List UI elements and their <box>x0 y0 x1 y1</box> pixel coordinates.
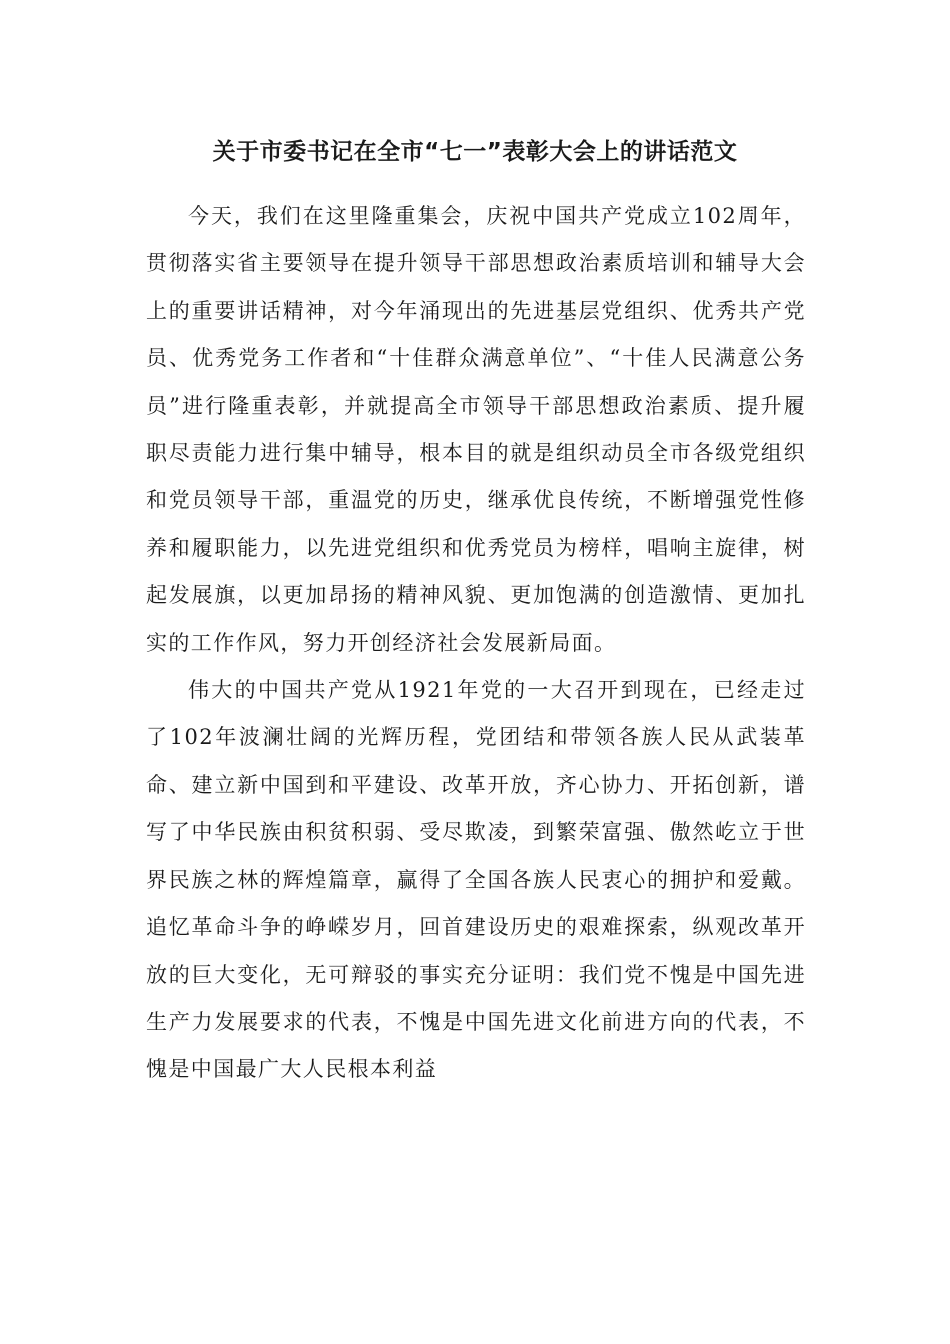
document-title: 关于市委书记在全市“七一”表彰大会上的讲话范文 <box>212 139 738 165</box>
document-body <box>146 193 806 1094</box>
paragraph: 伟大的中国共产党从1921年党的一大召开到现在，已经走过了102年波澜壮阔的光辉历程，党团结和带领各族人民从武装革命、建立新中国到和平建设、改革开放，齐心协力、开拓创新，谱写了中华民族由积贫积弱、受尽欺凌，到繁荣富强、傲然屹立于世界民族之林的辉煌篇章，赢得了全国各族人民衷心的拥护和爱戴。追忆革命斗争的峥嵘岁月，回首建设历史的艰难探索，纵观改革开放的巨大变化，无可辩驳的事实充分证明：我们党不愧是中国先进生产力发展要求的代表，不愧是中国先进文化前进方向的代表，不愧是中国最广大人民根本利益 <box>146 678 806 1082</box>
paragraph: 今天，我们在这里隆重集会，庆祝中国共产党成立102周年，贯彻落实省主要领导在提升领导干部思想政治素质培训和辅导大会上的重要讲话精神，对今年涌现出的先进基层党组织、优秀共产党员、优秀党务工作者和“十佳群众满意单位”、“十佳人民满意公务员”进行隆重表彰，并就提高全市领导干部思想政治素质、提升履职尽责能力进行集中辅导，根本目的就是组织动员全市各级党组织和党员领导干部，重温党的历史，继承优良传统，不断增强党性修养和履职能力，以先进党组织和优秀党员为榜样，唱响主旋律，树起发展旗，以更加昂扬的精神风貌、更加饱满的创造激情、更加扎实的工作作风，努力开创经济社会发展新局面。 <box>146 204 806 655</box>
